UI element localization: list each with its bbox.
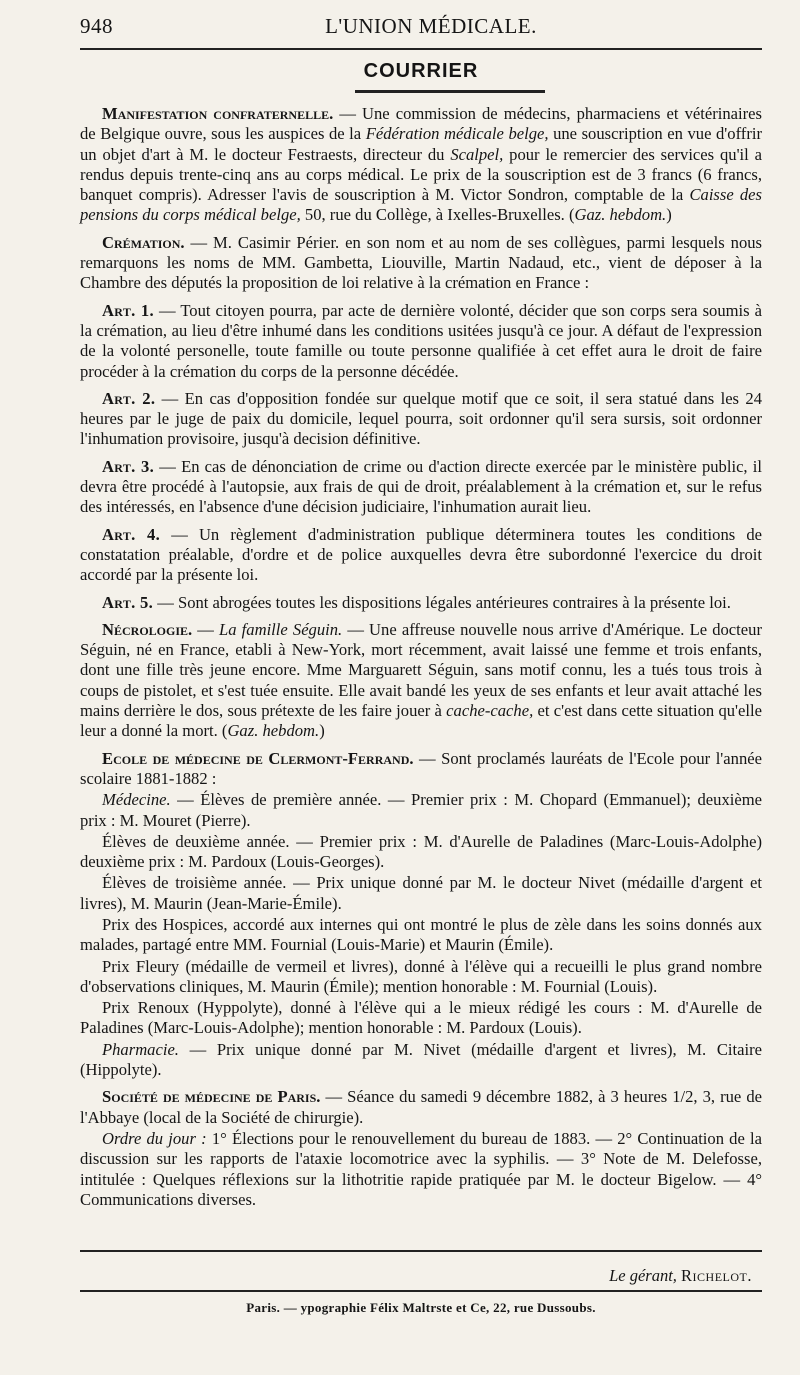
article-4: Art. 4. — Un règlement d'administration publique déterminera toutes les conditions de constatation préalable, d'ordre et de police auxquelles devra être subordonné l'exercice du droit accordé par la présente loi. bbox=[80, 524, 762, 585]
paragraph-prix-fleury: Prix Fleury (médaille de vermeil et livres), donné à l'élève qui a recueilli le plus grand nombre d'observations cliniques, M. Maurin (Émile); mention honorable : M. Fournial (Louis). bbox=[80, 956, 762, 996]
section-title: COURRIER bbox=[363, 60, 479, 82]
paragraph-clermont: Ecole de médecine de Clermont-Ferrand. — Sont proclamés lauréats de l'Ecole pour l'année scolaire 1881-1882 : bbox=[80, 748, 762, 788]
imprint-rule bbox=[80, 1290, 762, 1292]
imprint: Paris. — ypographie Félix Maltrste et Ce, 22, rue Dussoubs. bbox=[246, 1300, 596, 1315]
paragraph-manifestation: Manifestation confraternelle. — Une commission de médecins, pharmaciens et vétérinaires de Belgique ouvre, sous les auspices de la Fédération médicale belge, une souscription en vue d'offrir un objet d'art à M. le docteur Festraests, directeur du Scalpel, pour le remercier des services qu'il a rendus depuis trente-cinq ans au corps médical. Le prix de la souscription est de 3 francs (6 francs, banquet compris). Adresser l'avis de souscription à M. Victor Sondron, comptable de la Caisse des pensions du corps médical belge, 50, rue du Collège, à Ixelles-Bruxelles. (Gaz. hebdom.) bbox=[80, 104, 763, 225]
signature-name: Richelot. bbox=[681, 1266, 752, 1285]
paragraph-societe: Société de médecine de Paris. — Séance du samedi 9 décembre 1882, à 3 heures 1/2, 3, rue de l'Abbaye (local de la Société de chirurgie). bbox=[80, 1087, 763, 1127]
article-2: Art. 2. — En cas d'opposition fondée sur quelque motif que ce soit, il sera statué dans les 24 heures par le juge de paix du domicile, lequel pourra, soit ordonner qu'il sera sursis, soit ordonner l'inhumation provisoire, jusqu'à decision définitive. bbox=[80, 388, 762, 449]
paragraph-troisieme-annee: Élèves de troisième année. — Prix unique donné par M. le docteur Nivet (médaille d'argent et livres), M. Maurin (Jean-Marie-Émile). bbox=[80, 873, 762, 913]
paragraph-ordre-du-jour: Ordre du jour : 1° Élections pour le renouvellement du bureau de 1883. — 2° Continuation de la discussion sur les rapports de l'ataxie locomotrice avec la syphilis. — 3° Note de M. Delefosse, intitulée : Quelques réflexions sur la lithotritie rapide pratiquée par M. le docteur Bigelow. — 4° Communications diverses. bbox=[80, 1128, 762, 1209]
paragraph-necrologie: Nécrologie. — La famille Séguin. — Une affreuse nouvelle nous arrive d'Amérique. Le docteur Séguin, né en France, etabli à New-York, mort récemment, avait laissé une femme et trois enfants, dont une fille très jeune encore. Mme Marguarett Séguin, sans motif connu, les a tués tous trois à coups de pistolet, et s'est tuée ensuite. Elle avait bandé les yeux de ses enfants et leur avait attaché les mains derrière le dos, sous prétexte de les faire jouer à cache-cache, et c'est dans cette situation qu'elle leur a donné la mort. (Gaz. hebdom.) bbox=[80, 619, 762, 741]
running-head bbox=[80, 14, 762, 46]
signature bbox=[609, 1266, 752, 1286]
title-rule bbox=[355, 90, 545, 93]
footer-rule bbox=[80, 1250, 762, 1252]
paragraph-medecine: Médecine. — Élèves de première année. — Premier prix : M. Chopard (Emmanuel); deuxième prix : M. Mouret (Pierre). bbox=[80, 790, 762, 830]
article-3: Art. 3. — En cas de dénonciation de crime ou d'action directe exercée par le ministère public, il devra être procédé à l'autopsie, aux frais de qui de droit, préalablement à la crémation et, sur le refus des intéressés, en l'absence d'une décision judiciaire, l'inhumation aurait lieu. bbox=[80, 456, 762, 517]
journal-title: L'UNION MÉDICALE. bbox=[325, 14, 537, 38]
paragraph-prix-renoux: Prix Renoux (Hyppolyte), donné à l'élève qui a le mieux rédigé les cours : M. d'Aurelle de Paladines (Marc-Louis-Adolphe); mention honorable : M. Pardoux (Louis). bbox=[80, 998, 762, 1038]
paragraph-prix-hospices: Prix des Hospices, accordé aux internes qui ont montré le plus de zèle dans les soins donnés aux malades, partagé entre MM. Fournial (Louis-Marie) et Maurin (Émile). bbox=[80, 914, 762, 955]
page-number: 948 bbox=[80, 14, 113, 38]
paragraph-deuxieme-annee: Élèves de deuxième année. — Premier prix : M. d'Aurelle de Paladines (Marc-Louis-Adolphe) deuxième prix : M. Pardoux (Louis-Georges). bbox=[80, 831, 762, 872]
paragraph-pharmacie: Pharmacie. — Prix unique donné par M. Nivet (médaille d'argent et livres), M. Citaire (Hippolyte). bbox=[80, 1039, 762, 1080]
paragraph-cremation: Crémation. — M. Casimir Périer. en son nom et au nom de ses collègues, parmi lesquels nous remarquons les noms de MM. Gambetta, Liouville, Martin Nadaud, etc., vient de déposer à la Chambre des députés la proposition de loi relative à la crémation en France : bbox=[80, 232, 762, 293]
article-5: Art. 5. — Sont abrogées toutes les dispositions légales antérieures contraires à la présente loi. bbox=[102, 592, 731, 612]
article-1: Art. 1. — Tout citoyen pourra, par acte de dernière volonté, décider que son corps sera soumis à la crémation, au lieu d'être inhumé dans les conditions usitées jusqu'à ce jour. A défaut de l'expression de la volonté personelle, toute famille ou toute personne qualifiée à cet effet aura le droit de faire procéder à la crémation du corps de la personne décédée. bbox=[80, 300, 763, 381]
header-rule bbox=[80, 48, 762, 50]
signature-label: Le gérant, bbox=[609, 1266, 677, 1285]
article-body bbox=[80, 104, 762, 1217]
